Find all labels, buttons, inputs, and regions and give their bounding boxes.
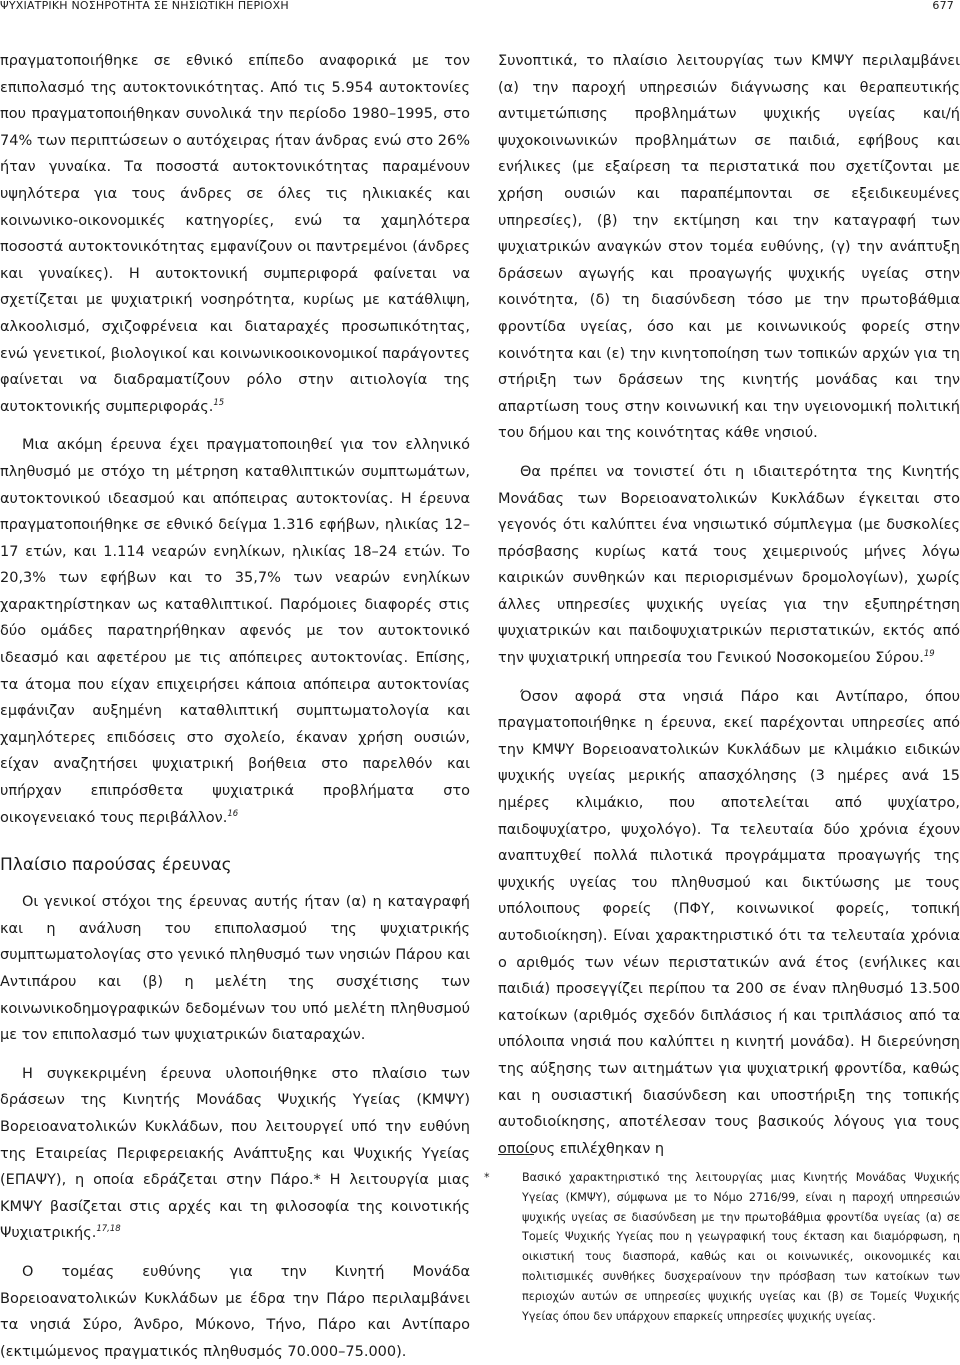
paragraph-text: Μια ακόμη έρευνα έχει πραγματοποιηθεί για τον ελληνικό πληθυσμό με στόχο τη μέτρηση καταθλιπτικών συμπτωμάτων, αυτοκτονικού ιδεασμού και απόπειρας αυτοκτονίας. Η έρευνα πραγματοποιήθηκε σε εθνικό δείγμα 1.316 εφήβων, ηλικίας 12–17 ετών, και 1.114 νεαρών ενηλίκων, ηλικίας 18–24 ετών. Το 20,3% των εφήβων και το 35,7% των νεαρών ενηλίκων χαρακτηρίστηκαν ως καταθλιπτικοί. Παρόμοιες διαφορές στις δύο ομάδες παρατηρήθηκαν αφενός με τον αυτοκτονικό ιδεασμό και αφετέρου με τις απόπειρες αυτοκτονίας. Επίσης, τα άτομα που είχαν επιχειρήσει κάποια απόπειρα αυτοκτονίας εμφάνιζαν αυξημένη καταθλιπτική συμπτωματολογία και χαμηλότερες επιδόσεις στο σχολείο, έκαναν χρήση ουσιών, είχαν αναζητήσει ψυχιατρική βοήθεια στο παρελθόν και υπήρχαν επιπρόσθετα ψυχιατρικά προβλήματα στο οικογενειακό τους περιβάλλον. [0,437,470,826]
paragraph-text: Οι γενικοί στόχοι της έρευνας αυτής ήταν (α) η καταγραφή και η ανάλυση του επιπολασμού της ψυχιατρικής συμπτωματολογίας στο γενικό πληθυσμό των νησιών Πάρου και Αντιπάρου και (β) η μελέτη της συσχέτισης των κοινωνικοδημογραφικών δεδομένων του υπό μελέτη πληθυσμού με τον επιπολασμό των ψυχιατρικών διαταραχών. [0,894,470,1044]
footnote-text: Βασικό χαρακτηριστικό της λειτουργίας μιας Κινητής Μονάδας Ψυχικής Υγείας (ΚΜΨΥ), σύμφωνα με το Νόμο 2716/99, είναι η παροχή υπηρεσιών ψυχικής υγείας σε διασύνδεση με την πρωτοβάθμια φροντίδα υγείας (α) σε Τομείς Ψυχικής Υγείας που η γεωγραφική τους έκταση και διαμόρφωση, η οικιστική τους διασπορά, καθώς και οι κοινωνικές, οικονομικές και πολιτισμικές συνθήκες δυσχεραίνουν την πρόσβαση των κατοίκων των περιοχών αυτών σε υπηρεσίες ψυχικής υγείας και (β) σε Τομείς Ψυχικής Υγείας όπου δεν υπάρχουν επαρκείς υπηρεσίες ψυχικής υγείας. [522,1171,960,1323]
running-title: ΨΥΧΙΑΤΡΙΚΗ ΝΟΣΗΡΟΤΗΤΑ ΣΕ ΝΗΣΙΩΤΙΚΗ ΠΕΡΙΟΧΗ [0,0,289,12]
paragraph [498,459,960,672]
paragraph [0,432,470,831]
paragraph-text: Ο τομέας ευθύνης για την Κινητή Μονάδα Βορειοανατολικών Κυκλάδων με έδρα την Πάρο περιλαμβάνει τα νησιά Σύρο, Άνδρο, Μύκονο, Τήνο, Πάρο και Αντίπαρο (εκτιμώμενος πραγματικός πληθυσμός 70.000–75.000). [0,1263,470,1360]
footnote-divider [498,1154,534,1155]
paragraph-text: Η συγκεκριμένη έρευνα υλοποιήθηκε στο πλαίσιο των δράσεων της Κινητής Μονάδας Ψυχικής Υγείας (ΚΜΨΥ) Βορειοανατολικών Κυκλάδων, που λειτουργεί υπό την ευθύνη της Εταιρείας Περιφερειακής Ανάπτυξης και Ψυχικής Υγείας (ΕΠΑΨΥ), η οποία εδράζεται στην Πάρο.* Η λειτουργία μιας ΚΜΨΥ βασίζεται στις αρχές και τη φιλοσοφία της κοινοτικής Ψυχιατρικής. [0,1065,470,1242]
reference-superscript: 16 [227,808,239,819]
paragraph [0,1259,470,1365]
section-heading: Πλαίσιο παρούσας έρευνας [0,855,232,876]
paragraph-text: Θα πρέπει να τονιστεί ότι η ιδιαιτερότητα της Κινητής Μονάδας των Βορειοανατολικών Κυκλάδων έγκειται στο γεγονός ότι καλύπτει ένα νησιωτικό σύμπλεγμα (με δυσκολίες πρόσβασης κυρίως κατά τους χειμερινούς μήνες λόγω καιρικών συνθηκών και περιορισμένων δρομολογίων), χωρίς άλλες υπηρεσίες ψυχικής υγείας για την εξυπηρέτηση ψυχιατρικών και παιδοψυχιατρικών περιστατικών, εκτός από την ψυχιατρική υπηρεσία του Γενικού Νοσοκομείου Σύρου. [498,463,960,667]
left-column [0,48,470,1365]
right-column [498,48,960,1162]
paragraph [0,889,470,1049]
paragraph [498,48,960,447]
paragraph-text: Συνοπτικά, το πλαίσιο λειτουργίας των ΚΜΨΥ περιλαμβάνει (α) την παροχή υπηρεσιών διάγνωσης και θεραπευτικής αντιμετώπισης προβλημάτων ψυχικής υγείας και/ή ψυχοκοινωνικών προβλημάτων σε παιδιά, εφήβους και ενήλικες (με εξαίρεση τα περιστατικά που σχετίζονται με χρήση ουσιών και παραπέμπονται σε εξειδικευμένες υπηρεσίες), (β) την εκτίμηση και την καταγραφή των ψυχιατρικών αναγκών στον τομέα ευθύνης, (γ) την ανάπτυξη δράσεων αγωγής και προαγωγής ψυχικής υγείας στην κοινότητα, (δ) τη διασύνδεση τόσο με την πρωτοβάθμια φροντίδα υγείας, όσο και με κοινωνικούς φορείς στην κοινότητα και (ε) την κινητοποίηση των τοπικών αρχών για τη στήριξη των δράσεων της κινητής μονάδας και την απαρτίωση τους στην κοινωνική και την υγειονομική πολιτική του δήμου και της κοινότητας κάθε νησιού. [498,53,960,442]
footnote-mark: * [484,1171,490,1184]
reference-superscript: 17,18 [96,1224,121,1235]
paragraph-text: πραγματοποιήθηκε σε εθνικό επίπεδο αναφορικά με τον επιπολασμό της αυτοκτονικότητας. Από τις 5.954 αυτοκτονίες που πραγματοποιήθηκαν συνολικά την περίοδο 1980–1995, στο 74% των περιπτώσεων ο αυτόχειρας ήταν άνδρας ενώ στο 26% ήταν γυναίκα. Τα ποσοστά αυτοκτονικότητας παραμένουν υψηλότερα για τους άνδρες σε όλες τις ηλικιακές και κοινωνικο-οικονομικές κατηγορίες, ενώ τα χαμηλότερα ποσοστά αυτοκτονικότητας εμφανίζουν οι παντρεμένοι (άνδρες και γυναίκες). Η αυτοκτονική συμπεριφορά φαίνεται να σχετίζεται με ψυχιατρική νοσηρότητα, κυρίως με κατάθλιψη, αλκοολισμό, σχιζοφρένεια και διαταραχές προσωπικότητας, ενώ γενετικοί, βιολογικοί και κοινωνικοοικονομικοί παράγοντες φαίνεται να διαδραματίζουν ρόλο στην αιτιολογία της αυτοκτονικής συμπεριφοράς. [0,53,470,415]
paragraph [0,48,470,420]
page-number: 677 [932,0,954,12]
running-header [0,0,960,14]
footnote [484,1168,960,1326]
paragraph-text: Όσον αφορά στα νησιά Πάρο και Αντίπαρο, όπου πραγματοποιήθηκε η έρευνα, εκεί παρέχονται υπηρεσίες από την ΚΜΨΥ Βορειοανατολικών Κυκλάδων με κλιμάκιο ειδικών ψυχικής υγείας μερικής απασχόλησης (3 ημέρες ανά 15 ημέρες κλιμάκιο, που αποτελείται από ψυχίατρο, παιδοψυχίατρο, ψυχολόγο). Τα τελευταία δύο χρόνια έχουν αναπτυχθεί πολλά πιλοτικά προγράμματα προαγωγής της ψυχικής υγείας του πληθυσμού και δικτύωσης με τους υπόλοιπους φορείς (ΠΦΥ, κοινωνικοί φορείς, τοπική αυτοδιοίκηση). Είναι χαρακτηριστικό ότι τα τελευταία χρόνια ο αριθμός των νέων περιστατικών ανά έτος (ενήλικες και παιδιά) προσεγγίζει περίπου τα 200 σε έναν πληθυσμό 13.500 κατοίκων (αριθμός σχεδόν διπλάσιος ή και τριπλάσιος από τα υπόλοιπα νησιά που καλύπτει η κινητή μονάδα). Η διερεύνηση της αύξησης των αιτημάτων για ψυχιατρική φροντίδα, καθώς και η ουσιαστική διασύνδεση και υποστήριξη της τοπικής αυτοδιοίκησης, αποτέλεσαν τους βασικούς λόγους για τους οποίους επιλέχθηκαν η [498,688,960,1157]
reference-superscript: 15 [213,397,225,408]
reference-superscript: 19 [923,649,935,660]
paragraph [0,1061,470,1247]
paragraph [498,684,960,1163]
